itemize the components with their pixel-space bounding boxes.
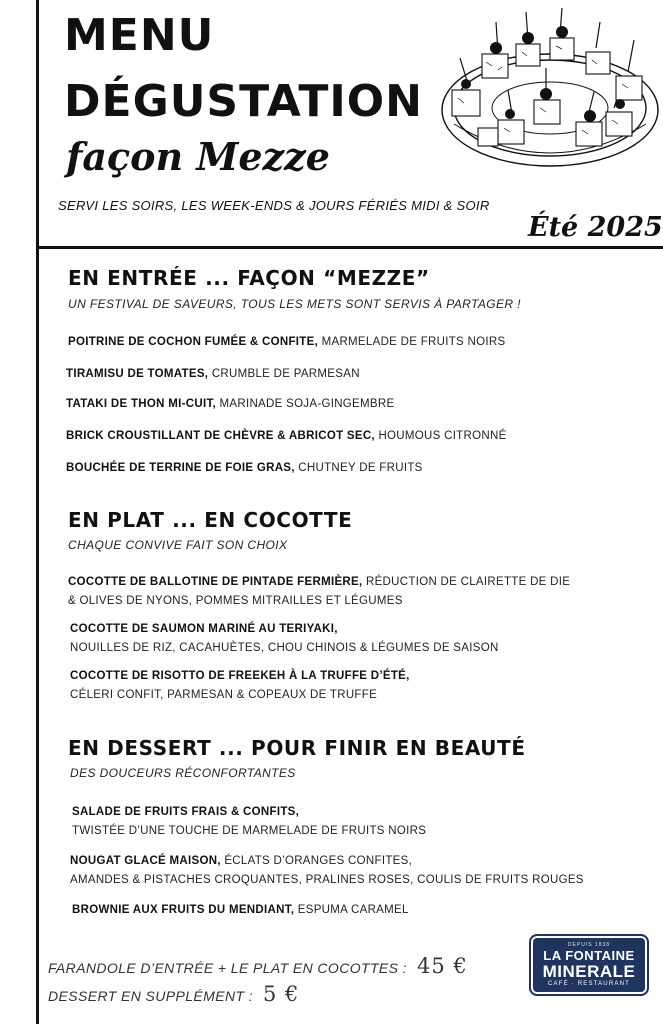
starters-title: EN ENTRÉE ... FAÇON “MEZZE” — [68, 266, 430, 290]
starter-item — [68, 333, 505, 352]
dish-desc-line2: TWISTÉE D’UNE TOUCHE DE MARMELADE DE FRUITS NOIRS — [72, 825, 427, 837]
mezze-platter-icon — [438, 4, 660, 176]
dish-name: COCOTTE DE SAUMON MARINÉ AU TERIYAKI, — [70, 623, 338, 635]
menu-title-line1: MENU — [64, 10, 215, 61]
desserts-title: EN DESSERT ... POUR FINIR EN BEAUTÉ — [68, 736, 526, 760]
mains-title: EN PLAT ... EN COCOTTE — [68, 508, 353, 532]
main-item — [70, 620, 499, 658]
dish-desc: ESPUMA CARAMEL — [297, 904, 409, 916]
starters-subtitle: UN FESTIVAL DE SAVEURS, TOUS LES METS SONT SERVIS À PARTAGER ! — [68, 297, 521, 311]
dish-name: TATAKI DE THON MI-CUIT, — [66, 398, 216, 410]
main-item — [70, 667, 410, 705]
dish-name: NOUGAT GLACÉ MAISON, — [70, 855, 221, 867]
logo-tagline: CAFÉ · RESTAURANT — [548, 981, 630, 987]
logo-name-line1: LA FONTAINE — [543, 948, 635, 963]
dish-desc: MARINADE SOJA-GINGEMBRE — [219, 398, 395, 410]
main-item — [68, 573, 570, 611]
starter-item — [66, 395, 394, 414]
price-label: FARANDOLE D’ENTRÉE + LE PLAT EN COCOTTES : — [48, 960, 407, 976]
dish-name: BROWNIE AUX FRUITS DU MENDIANT, — [72, 904, 295, 916]
starter-item — [66, 365, 360, 384]
mains-subtitle: CHAQUE CONVIVE FAIT SON CHOIX — [68, 538, 288, 552]
dish-desc-line2: AMANDES & PISTACHES CROQUANTES, PRALINES ROSES, COULIS DE FRUITS ROUGES — [70, 874, 584, 886]
restaurant-logo — [529, 934, 649, 996]
price-line-dessert — [48, 982, 299, 1006]
dish-desc-line2: & OLIVES DE NYONS, POMMES MITRAILLES ET LÉGUMES — [68, 595, 403, 607]
dish-name: COCOTTE DE BALLOTINE DE PINTADE FERMIÈRE, — [68, 576, 363, 588]
starter-item — [66, 427, 507, 446]
dessert-item — [70, 852, 584, 890]
dish-desc: RÉDUCTION DE CLAIRETTE DE DIE — [365, 576, 571, 588]
dish-name: SALADE DE FRUITS FRAIS & CONFITS, — [72, 806, 300, 818]
logo-name-line2: MINERALE — [542, 962, 636, 981]
dish-name: POITRINE DE COCHON FUMÉE & CONFITE, — [68, 336, 319, 348]
dish-name: BRICK CROUSTILLANT DE CHÈVRE & ABRICOT SEC, — [66, 430, 375, 442]
price-label: DESSERT EN SUPPLÉMENT : — [48, 988, 253, 1004]
dessert-item — [72, 803, 426, 841]
menu-title-line2: DÉGUSTATION — [64, 76, 423, 127]
left-border-line — [36, 0, 39, 1024]
dish-desc: CRUMBLE DE PARMESAN — [211, 368, 360, 380]
price-line-main — [48, 954, 468, 978]
dish-name: COCOTTE DE RISOTTO DE FREEKEH À LA TRUFFE D’ÉTÉ, — [70, 670, 410, 682]
desserts-subtitle: DES DOUCEURS RÉCONFORTANTES — [70, 766, 296, 780]
header-divider — [36, 246, 663, 249]
dish-name: TIRAMISU DE TOMATES, — [66, 368, 209, 380]
dish-desc-line2: CÉLERI CONFIT, PARMESAN & COPEAUX DE TRUFFE — [70, 689, 378, 701]
menu-subtitle-script: façon Mezze — [66, 134, 330, 179]
logo-since: DEPUIS 1838 — [567, 942, 611, 948]
service-times: SERVI LES SOIRS, LES WEEK-ENDS & JOURS FÉRIÉS MIDI & SOIR — [58, 198, 490, 213]
season-label: Été 2025 — [528, 212, 663, 243]
price-value: 5 € — [263, 982, 300, 1006]
dish-name: BOUCHÉE DE TERRINE DE FOIE GRAS, — [66, 462, 295, 474]
dish-desc: HOUMOUS CITRONNÉ — [378, 430, 507, 442]
price-value: 45 € — [416, 954, 468, 978]
dish-desc: ÉCLATS D’ORANGES CONFITES, — [224, 855, 413, 867]
starter-item — [66, 459, 423, 478]
dish-desc-line2: NOUILLES DE RIZ, CACAHUÈTES, CHOU CHINOIS & LÉGUMES DE SAISON — [70, 642, 499, 654]
dish-desc: CHUTNEY DE FRUITS — [298, 462, 423, 474]
dish-desc: MARMELADE DE FRUITS NOIRS — [321, 336, 506, 348]
dessert-item — [72, 901, 409, 920]
